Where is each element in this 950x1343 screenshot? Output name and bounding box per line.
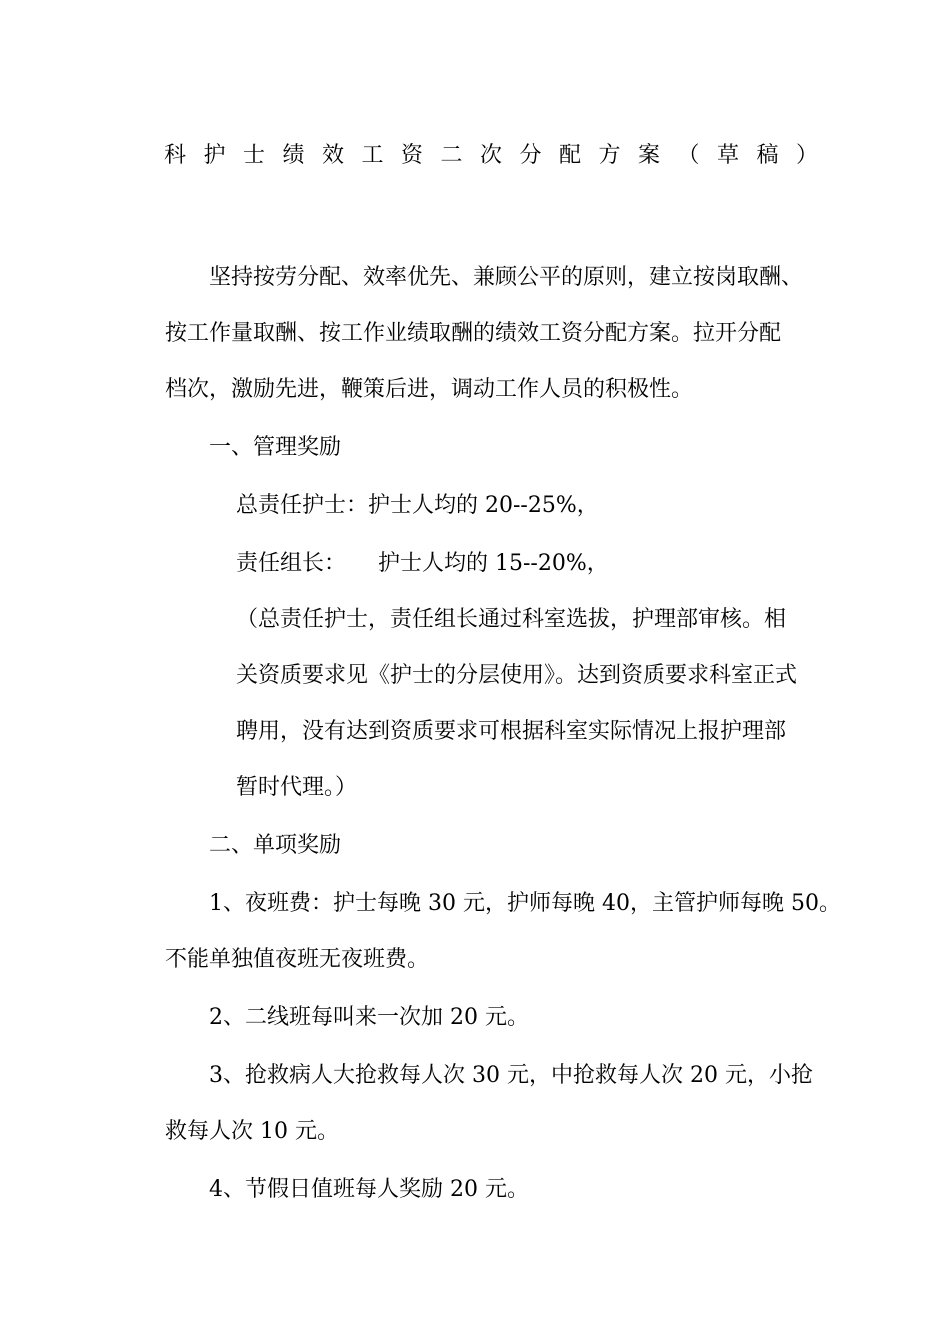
section2-item3-line-2: 救每人次 10 元。 — [165, 1119, 339, 1144]
section1-item-team-leader — [236, 548, 609, 580]
section2-item2: 2、二线班每叫来一次加 20 元。 — [209, 1005, 529, 1030]
section1-item-chief-nurse: 总责任护士：护士人均的 20--25%， — [236, 493, 599, 518]
section2-item3-line-1: 3、抢救病人大抢救每人次 30 元，中抢救每人次 20 元，小抢 — [209, 1063, 813, 1088]
team-leader-value: 护士人均的 15--20%， — [378, 551, 609, 576]
intro-line-2: 按工作量取酬、按工作业绩取酬的绩效工资分配方案。拉开分配 — [165, 321, 782, 346]
intro-line-3: 档次，激励先进，鞭策后进，调动工作人员的积极性。 — [165, 377, 694, 402]
section1-note-line-1: （总责任护士，责任组长通过科室选拔，护理部审核。相 — [236, 607, 787, 632]
section2-item4: 4、节假日值班每人奖励 20 元。 — [209, 1177, 529, 1202]
intro-line-1: 坚持按劳分配、效率优先、兼顾公平的原则，建立按岗取酬、 — [209, 265, 804, 290]
section2-item1-line-2: 不能单独值夜班无夜班费。 — [165, 947, 430, 972]
section1-heading: 一、管理奖励 — [209, 435, 342, 460]
section2-heading: 二、单项奖励 — [209, 833, 342, 858]
section1-note-line-2: 关资质要求见《护士的分层使用》。达到资质要求科室正式 — [236, 663, 798, 688]
section1-note-line-4: 暂时代理。） — [236, 775, 358, 800]
section1-note-line-3: 聘用，没有达到资质要求可根据科室实际情况上报护理部 — [236, 719, 787, 744]
document-title: 科护士绩效工资二次分配方案（草稿） — [164, 143, 836, 168]
section2-item1-line-1: 1、夜班费：护士每晚 30 元，护师每晚 40，主管护师每晚 50。 — [209, 891, 841, 916]
team-leader-label: 责任组长： — [236, 551, 347, 576]
